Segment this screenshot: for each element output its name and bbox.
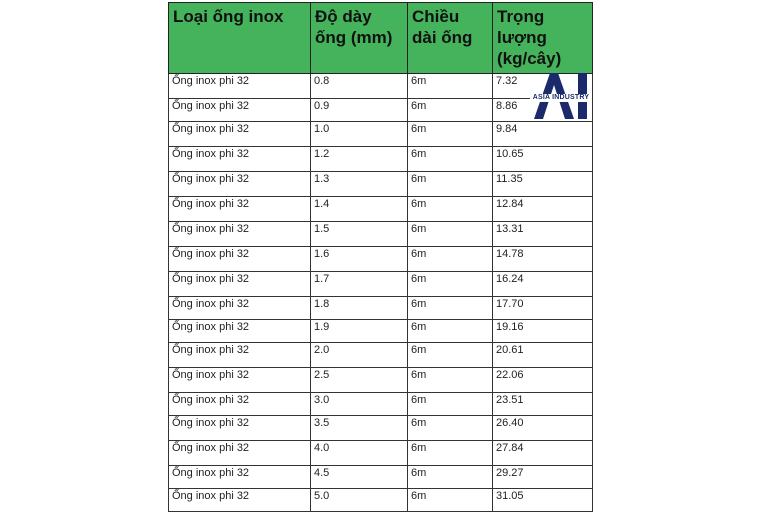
cell-thickness: 2.5 xyxy=(311,368,408,393)
cell-thickness: 1.4 xyxy=(311,197,408,222)
cell-weight: 31.05 xyxy=(493,489,593,512)
cell-length: 6m xyxy=(408,197,493,222)
cell-length: 6m xyxy=(408,272,493,297)
cell-weight: 23.51 xyxy=(493,393,593,416)
table-row xyxy=(169,74,593,99)
cell-weight: 14.78 xyxy=(493,247,593,272)
cell-weight: 7.32 xyxy=(493,74,593,99)
cell-thickness: 1.3 xyxy=(311,172,408,197)
cell-thickness: 1.9 xyxy=(311,320,408,343)
cell-weight: 13.31 xyxy=(493,222,593,247)
cell-thickness: 3.5 xyxy=(311,416,408,441)
cell-thickness: 1.6 xyxy=(311,247,408,272)
table-row xyxy=(169,297,593,320)
cell-thickness: 3.0 xyxy=(311,393,408,416)
table-row xyxy=(169,489,593,512)
cell-pipe-type: Ống inox phi 32 xyxy=(169,74,311,99)
table-row xyxy=(169,172,593,197)
cell-length: 6m xyxy=(408,99,493,122)
cell-weight: 29.27 xyxy=(493,466,593,489)
cell-thickness: 1.2 xyxy=(311,147,408,172)
cell-pipe-type: Ống inox phi 32 xyxy=(169,441,311,466)
cell-weight: 20.61 xyxy=(493,343,593,368)
cell-thickness: 2.0 xyxy=(311,343,408,368)
cell-pipe-type: Ống inox phi 32 xyxy=(169,99,311,122)
cell-length: 6m xyxy=(408,297,493,320)
cell-length: 6m xyxy=(408,222,493,247)
cell-weight: 17.70 xyxy=(493,297,593,320)
cell-pipe-type: Ống inox phi 32 xyxy=(169,466,311,489)
cell-length: 6m xyxy=(408,172,493,197)
table-row xyxy=(169,99,593,122)
cell-thickness: 1.8 xyxy=(311,297,408,320)
cell-thickness: 1.5 xyxy=(311,222,408,247)
header-pipe-type: Loại ống inox xyxy=(169,3,311,74)
cell-thickness: 5.0 xyxy=(311,489,408,512)
cell-pipe-type: Ống inox phi 32 xyxy=(169,393,311,416)
table-row xyxy=(169,247,593,272)
cell-weight: 26.40 xyxy=(493,416,593,441)
cell-weight: 27.84 xyxy=(493,441,593,466)
table-row xyxy=(169,320,593,343)
cell-thickness: 4.5 xyxy=(311,466,408,489)
cell-pipe-type: Ống inox phi 32 xyxy=(169,172,311,197)
cell-weight: 22.06 xyxy=(493,368,593,393)
table-row xyxy=(169,343,593,368)
cell-weight: 9.84 xyxy=(493,122,593,147)
cell-weight: 12.84 xyxy=(493,197,593,222)
cell-pipe-type: Ống inox phi 32 xyxy=(169,122,311,147)
cell-length: 6m xyxy=(408,416,493,441)
cell-pipe-type: Ống inox phi 32 xyxy=(169,222,311,247)
cell-weight: 19.16 xyxy=(493,320,593,343)
cell-length: 6m xyxy=(408,247,493,272)
cell-length: 6m xyxy=(408,147,493,172)
cell-weight: 8.86 xyxy=(493,99,593,122)
cell-pipe-type: Ống inox phi 32 xyxy=(169,272,311,297)
cell-length: 6m xyxy=(408,466,493,489)
cell-pipe-type: Ống inox phi 32 xyxy=(169,147,311,172)
header-weight: Trọng lượng (kg/cây) xyxy=(493,3,593,74)
cell-pipe-type: Ống inox phi 32 xyxy=(169,343,311,368)
table-row xyxy=(169,197,593,222)
table-header-row xyxy=(169,3,593,74)
cell-length: 6m xyxy=(408,343,493,368)
table-row xyxy=(169,441,593,466)
cell-length: 6m xyxy=(408,441,493,466)
table-row xyxy=(169,416,593,441)
asia-industry-logo xyxy=(530,73,592,119)
cell-weight: 10.65 xyxy=(493,147,593,172)
cell-pipe-type: Ống inox phi 32 xyxy=(169,297,311,320)
table-body xyxy=(169,74,593,512)
table-row xyxy=(169,122,593,147)
cell-length: 6m xyxy=(408,368,493,393)
cell-thickness: 1.0 xyxy=(311,122,408,147)
table-row xyxy=(169,147,593,172)
cell-thickness: 0.9 xyxy=(311,99,408,122)
cell-length: 6m xyxy=(408,122,493,147)
header-length: Chiều dài ống xyxy=(408,3,493,74)
cell-length: 6m xyxy=(408,393,493,416)
cell-length: 6m xyxy=(408,74,493,99)
cell-thickness: 4.0 xyxy=(311,441,408,466)
cell-length: 6m xyxy=(408,489,493,512)
cell-pipe-type: Ống inox phi 32 xyxy=(169,368,311,393)
table-row xyxy=(169,272,593,297)
logo-text: ASIA INDUSTRY xyxy=(530,94,592,102)
cell-pipe-type: Ống inox phi 32 xyxy=(169,416,311,441)
cell-pipe-type: Ống inox phi 32 xyxy=(169,320,311,343)
table-row xyxy=(169,368,593,393)
cell-weight: 16.24 xyxy=(493,272,593,297)
cell-pipe-type: Ống inox phi 32 xyxy=(169,197,311,222)
cell-length: 6m xyxy=(408,320,493,343)
cell-pipe-type: Ống inox phi 32 xyxy=(169,247,311,272)
cell-thickness: 0.8 xyxy=(311,74,408,99)
table-row xyxy=(169,222,593,247)
table-row xyxy=(169,393,593,416)
table-row xyxy=(169,466,593,489)
cell-thickness: 1.7 xyxy=(311,272,408,297)
cell-weight: 11.35 xyxy=(493,172,593,197)
cell-pipe-type: Ống inox phi 32 xyxy=(169,489,311,512)
header-thickness: Độ dày ống (mm) xyxy=(311,3,408,74)
